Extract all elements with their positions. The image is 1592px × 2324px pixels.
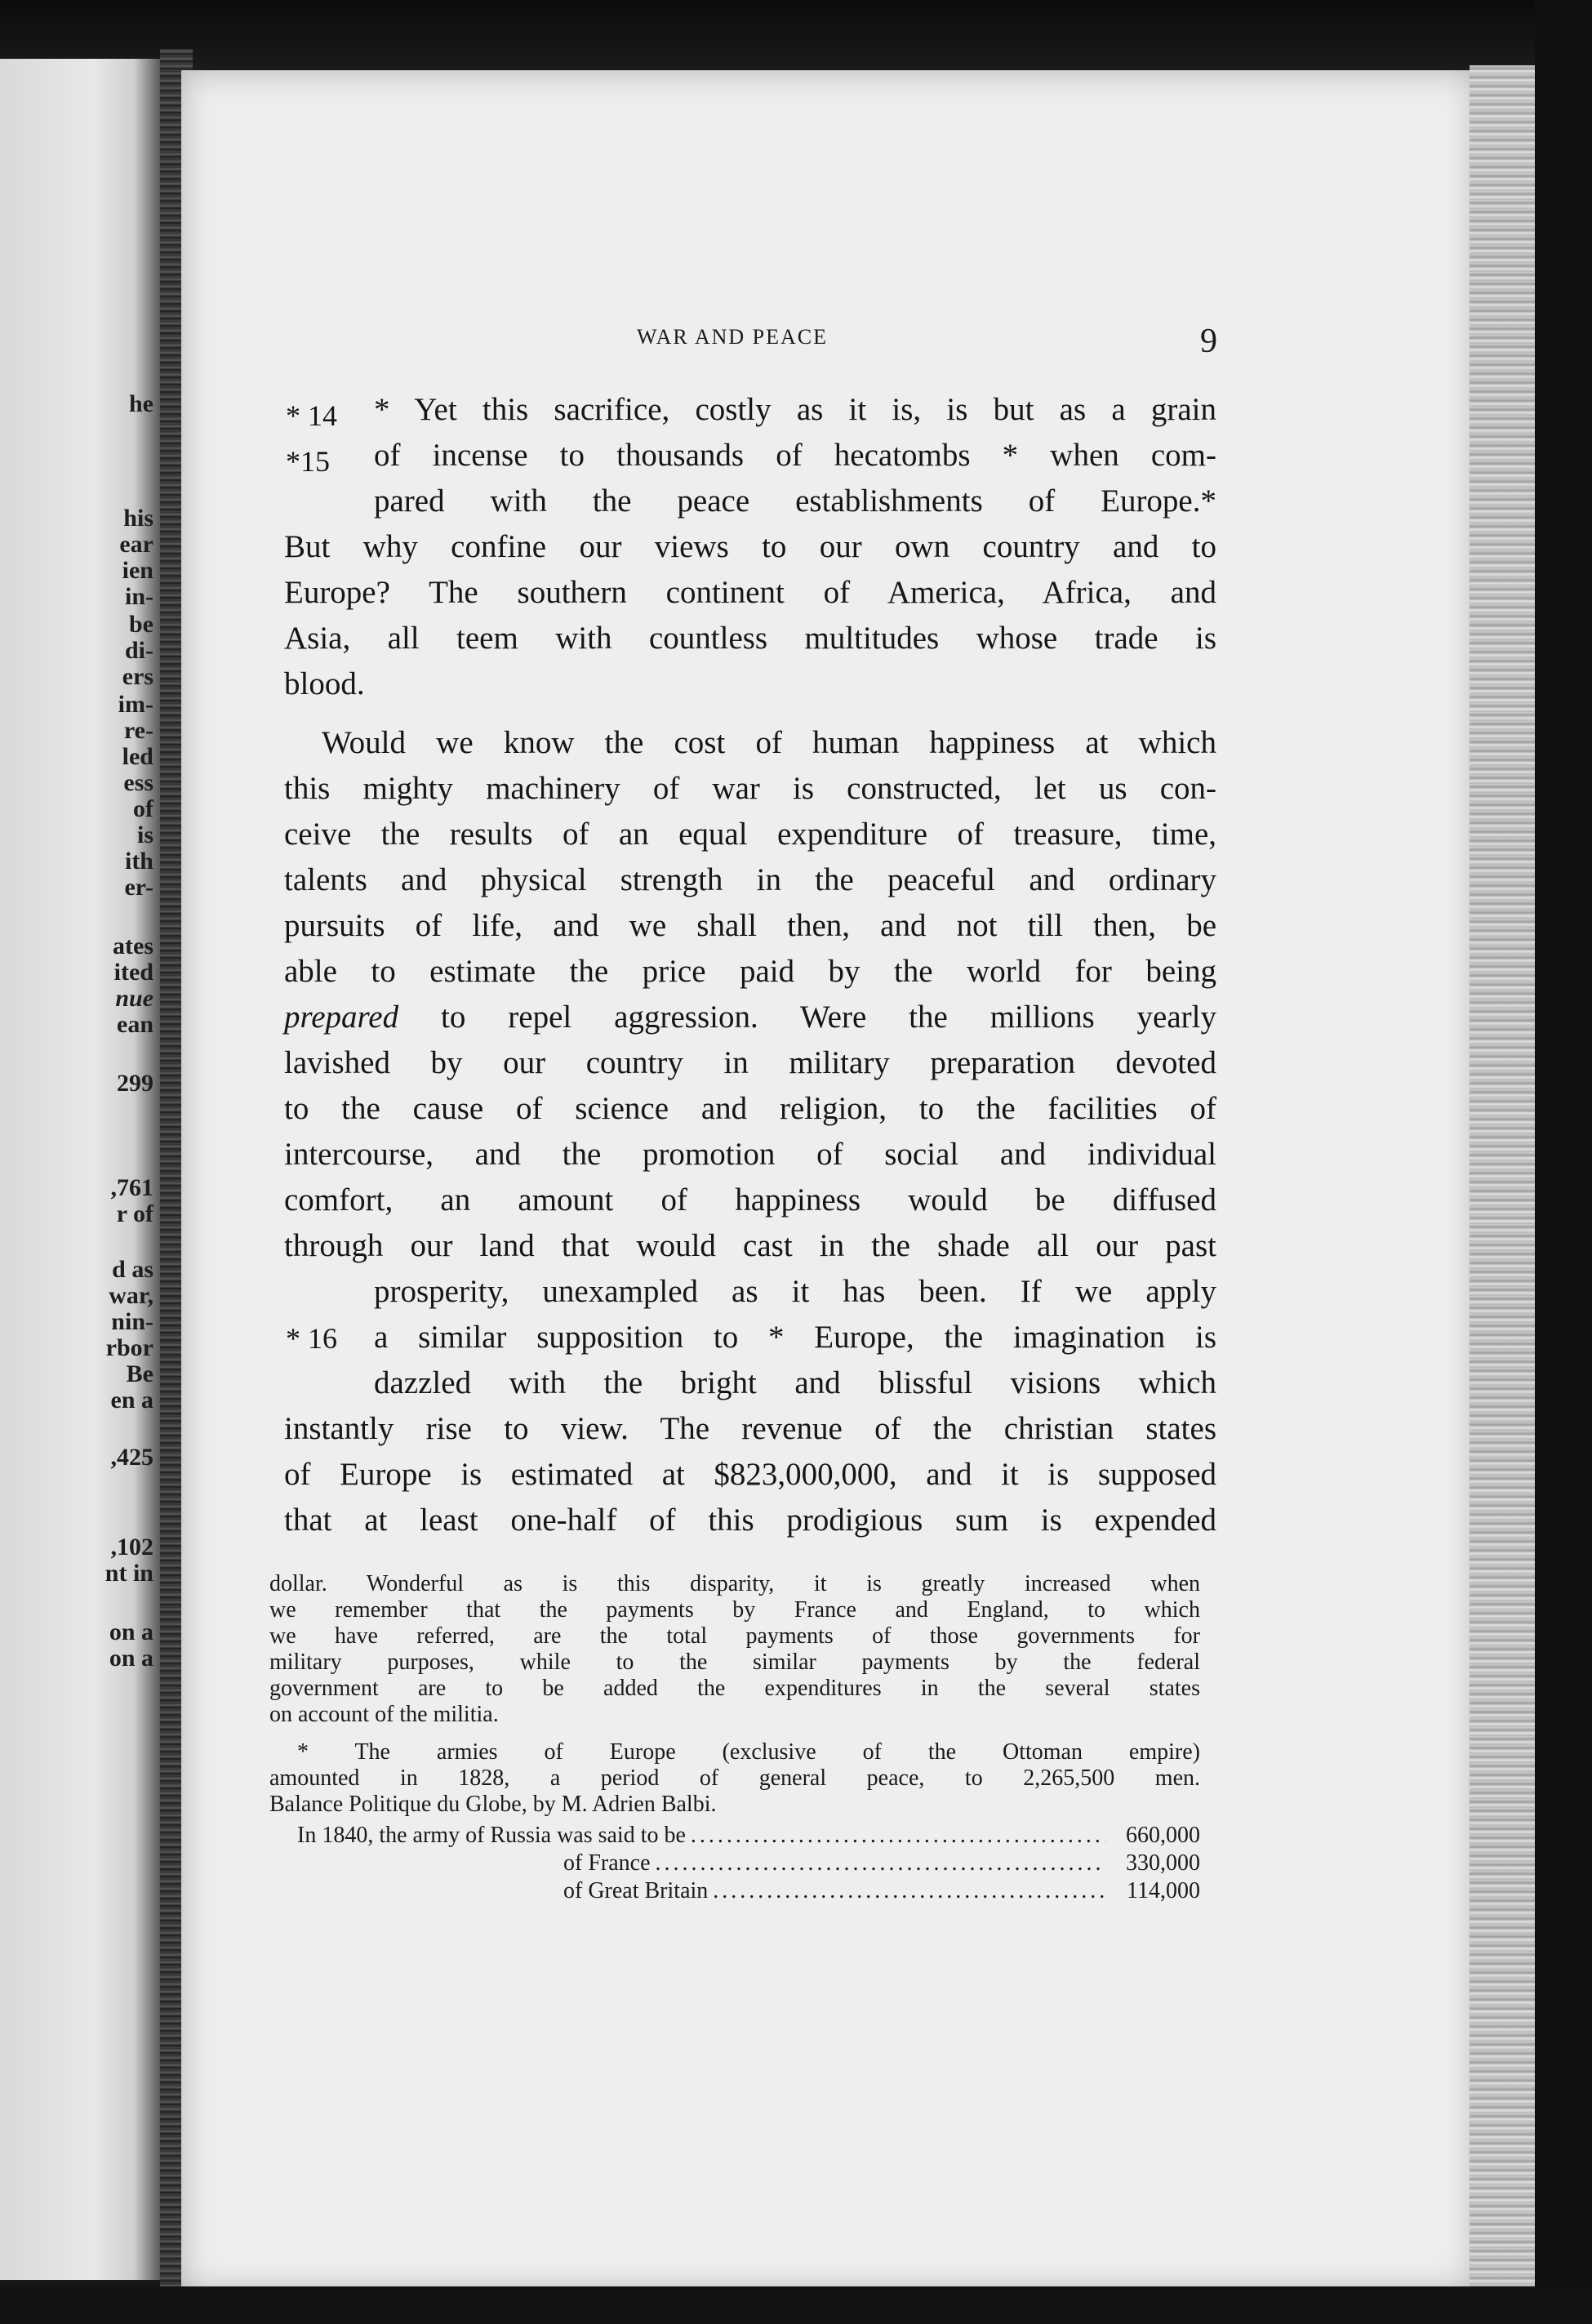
footnote-line: government are to be added the expenditures in the several states	[269, 1676, 1200, 1701]
body-line: Asia, all teem with countless multitudes whose trade is	[284, 621, 1216, 656]
page-number: 9	[1200, 323, 1217, 360]
facing-page-fragment: re-	[123, 717, 153, 744]
facing-page-fragment: led	[122, 743, 153, 770]
facing-page-fragment: ean	[117, 1011, 153, 1038]
margin-marker: * 16	[286, 1322, 337, 1355]
facing-page-fragment: of	[133, 795, 153, 822]
body-line: of Europe is estimated at $823,000,000, and it is supposed	[284, 1457, 1216, 1492]
footnote-line: we remember that the payments by France and England, to which	[269, 1597, 1200, 1623]
facing-page-fragment: is	[136, 821, 153, 848]
body-line: * Yet this sacrifice, costly as it is, is but as a grain	[374, 392, 1216, 427]
body-line: talents and physical strength in the peaceful and ordinary	[284, 862, 1216, 897]
body-line: this mighty machinery of war is constructed, let us con-	[284, 771, 1216, 806]
facing-page-fragment: ien	[122, 557, 153, 584]
body-line: through our land that would cast in the shade all our past	[284, 1228, 1216, 1263]
facing-page-fragment: nue	[115, 985, 153, 1012]
army-label: In 1840, the army of Russia was said to be	[297, 1823, 686, 1848]
army-value: 114,000	[1127, 1878, 1200, 1903]
facing-page-fragment: ess	[123, 769, 153, 796]
dot-leader	[691, 1823, 1105, 1848]
footnote-line: we have referred, are the total payments of those governments for	[269, 1623, 1200, 1649]
facing-page-fragment: ers	[122, 663, 153, 690]
facing-page-fragment: ,761	[110, 1174, 153, 1201]
footnote-line: * The armies of Europe (exclusive of the Ottoman empire)	[297, 1739, 1200, 1765]
body-line: ceive the results of an equal expenditure of treasure, time,	[284, 817, 1216, 852]
footnote-line: dollar. Wonderful as is this disparity, it is greatly increased when	[269, 1571, 1200, 1596]
scan-border-top	[0, 0, 1592, 73]
scan-border-bottom	[0, 2286, 1592, 2324]
army-label: of Great Britain	[563, 1878, 709, 1903]
margin-marker: *15	[286, 445, 330, 478]
body-line: Would we know the cost of human happiness at which	[322, 725, 1216, 760]
body-line: that at least one-half of this prodigious sum is expended	[284, 1503, 1216, 1538]
body-line: intercourse, and the promotion of social and individual	[284, 1137, 1216, 1172]
footnote-line: Balance Politique du Globe, by M. Adrien Balbi.	[269, 1792, 717, 1817]
army-row	[297, 1823, 1200, 1848]
body-line: prepared to repel aggression. Were the millions yearly	[284, 999, 1216, 1035]
body-line: to the cause of science and religion, to the facilities of	[284, 1091, 1216, 1126]
army-row	[563, 1850, 1200, 1876]
body-line: pared with the peace establishments of Europe.*	[374, 483, 1216, 519]
facing-page-fragment: his	[123, 505, 153, 532]
facing-page-fragment: ,102	[110, 1534, 153, 1560]
facing-page-fragment: er-	[124, 874, 153, 901]
body-line: comfort, an amount of happiness would be diffused	[284, 1182, 1216, 1218]
facing-page-fragment: ates	[113, 933, 153, 959]
body-line: able to estimate the price paid by the world for being	[284, 954, 1216, 989]
facing-page-fragment: rbor	[105, 1334, 153, 1361]
facing-page-fragment: Be	[126, 1360, 153, 1387]
body-line: But why confine our views to our own country and to	[284, 529, 1216, 564]
scan-border-right	[1535, 0, 1592, 2324]
facing-page-fragment: be	[129, 611, 153, 638]
footnote-line: amounted in 1828, a period of general peace, to 2,265,500 men.	[269, 1765, 1200, 1791]
body-line: instantly rise to view. The revenue of the christian states	[284, 1411, 1216, 1446]
facing-page-fragment: 299	[117, 1070, 153, 1097]
body-line: pursuits of life, and we shall then, and not till then, be	[284, 908, 1216, 943]
footnote-line: military purposes, while to the similar payments by the federal	[269, 1650, 1200, 1675]
body-line: Europe? The southern continent of America, Africa, and	[284, 575, 1216, 610]
body-line: lavished by our country in military preparation devoted	[284, 1045, 1216, 1080]
facing-page-fragment: war,	[109, 1282, 153, 1309]
body-line: of incense to thousands of hecatombs * when com-	[374, 438, 1216, 473]
facing-page-fragment: on a	[109, 1645, 153, 1672]
dot-leader	[656, 1850, 1105, 1876]
page-fore-edge	[1470, 65, 1535, 2295]
facing-page-fragment: en a	[110, 1387, 153, 1414]
dot-leader	[713, 1878, 1105, 1903]
facing-page-fragment: ith	[124, 848, 153, 875]
body-line: a similar supposition to * Europe, the imagination is	[374, 1320, 1216, 1355]
footnote-line: on account of the militia.	[269, 1702, 499, 1727]
body-line: blood.	[284, 666, 365, 701]
facing-page-fragment: ,425	[110, 1444, 153, 1471]
facing-page-fragment: di-	[124, 637, 153, 664]
army-row	[563, 1878, 1200, 1903]
army-value: 330,000	[1126, 1850, 1200, 1876]
facing-page-fragment: he	[129, 390, 153, 417]
facing-page-fragment: nt in	[105, 1560, 153, 1587]
army-value: 660,000	[1126, 1823, 1200, 1848]
facing-page-fragment: ited	[113, 959, 153, 986]
running-head: WAR AND PEACE	[637, 325, 829, 349]
facing-page-fragment: on a	[109, 1618, 153, 1645]
facing-page-fragment: in-	[124, 583, 153, 610]
facing-page-fragment: d as	[112, 1256, 153, 1283]
body-line: dazzled with the bright and blissful visions which	[374, 1365, 1216, 1400]
army-label: of France	[563, 1850, 651, 1876]
facing-page-fragment: r of	[116, 1200, 153, 1227]
margin-marker: * 14	[286, 399, 337, 432]
facing-page-fragment: im-	[118, 691, 153, 718]
facing-page-fragment: nin-	[111, 1308, 153, 1335]
facing-page-fragment: ear	[119, 531, 153, 558]
body-line: prosperity, unexampled as it has been. If we apply	[374, 1274, 1216, 1309]
